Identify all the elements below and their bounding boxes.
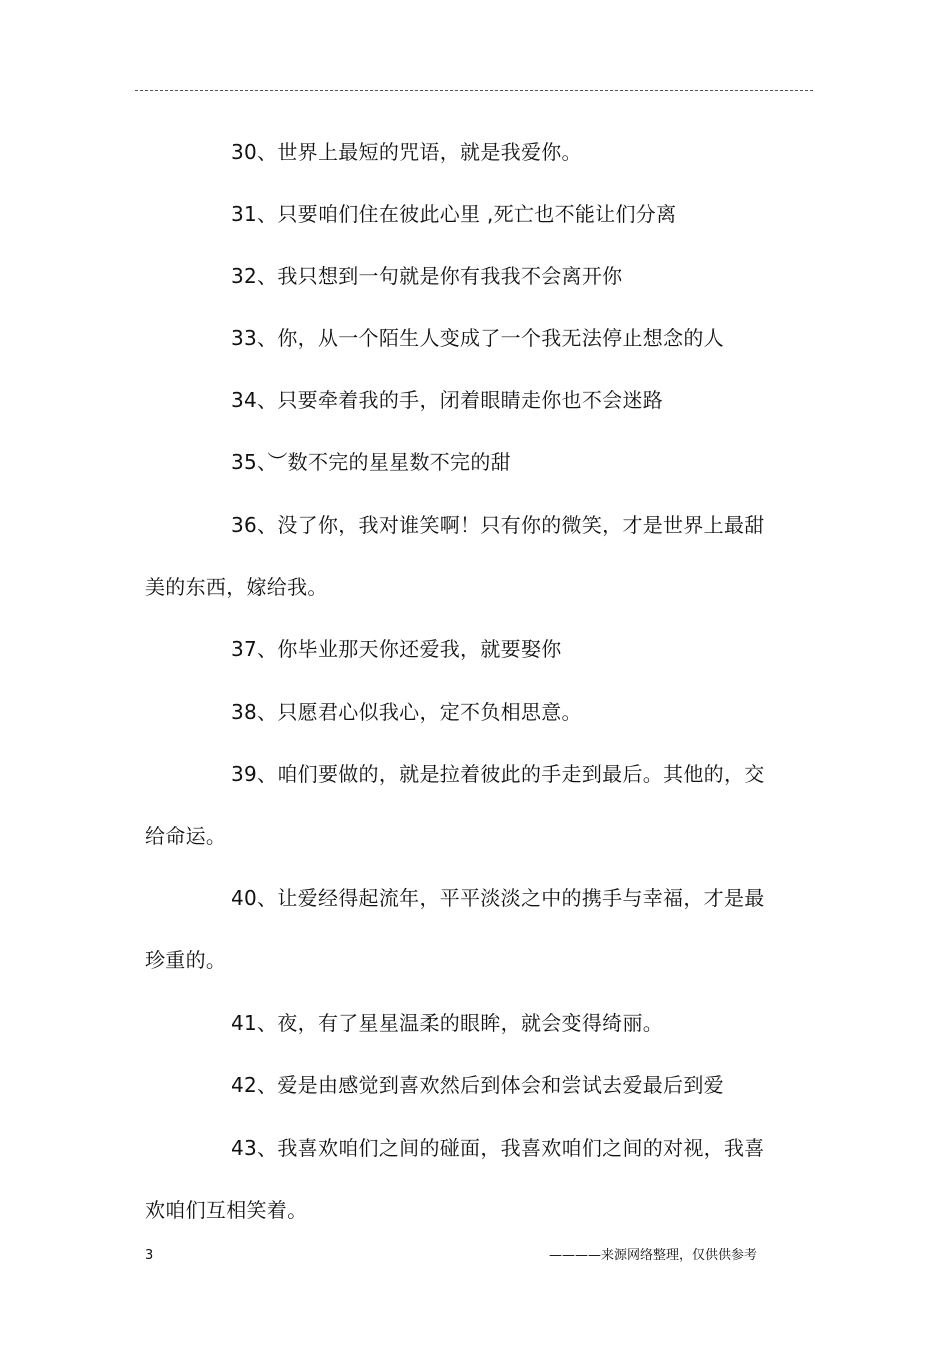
paragraph-34: 34、只要牵着我的手，闭着眼睛走你也不会迷路 — [231, 388, 664, 412]
paragraph-33: 33、你，从一个陌生人变成了一个我无法停止想念的人 — [231, 326, 724, 350]
paragraph-43-continued: 欢咱们互相笑着。 — [145, 1198, 308, 1222]
paragraph-36: 36、没了你，我对谁笑啊！只有你的微笑，才是世界上最甜 — [231, 513, 765, 537]
page-number: 3 — [145, 1248, 154, 1263]
paragraph-42: 42、爱是由感觉到喜欢然后到体会和尝试去爱最后到爱 — [231, 1073, 724, 1097]
paragraph-43: 43、我喜欢咱们之间的碰面，我喜欢咱们之间的对视，我喜 — [231, 1136, 765, 1160]
paragraph-36-continued: 美的东西，嫁给我。 — [145, 575, 328, 599]
paragraph-31: 31、只要咱们住在彼此心里 ,死亡也不能让们分离 — [231, 202, 677, 226]
paragraph-32: 32、我只想到一句就是你有我我不会离开你 — [231, 264, 623, 288]
footer-note: ————来源网络整理，仅供供参考 — [549, 1248, 758, 1263]
paragraph-38: 38、只愿君心似我心，定不负相思意。 — [231, 700, 582, 724]
paragraph-40: 40、让爱经得起流年，平平淡淡之中的携手与幸福，才是最 — [231, 886, 765, 910]
header-rule — [135, 90, 813, 91]
paragraph-35: 35、︶数不完的星星数不完的甜 — [231, 450, 511, 474]
paragraph-40-continued: 珍重的。 — [145, 948, 227, 972]
paragraph-39-continued: 给命运。 — [145, 824, 227, 848]
paragraph-39: 39、咱们要做的，就是拉着彼此的手走到最后。其他的，交 — [231, 762, 765, 786]
paragraph-30: 30、世界上最短的咒语，就是我爱你。 — [231, 140, 582, 164]
paragraph-37: 37、你毕业那天你还爱我，就要娶你 — [231, 637, 562, 661]
paragraph-41: 41、夜，有了星星温柔的眼眸，就会变得绮丽。 — [231, 1011, 664, 1035]
